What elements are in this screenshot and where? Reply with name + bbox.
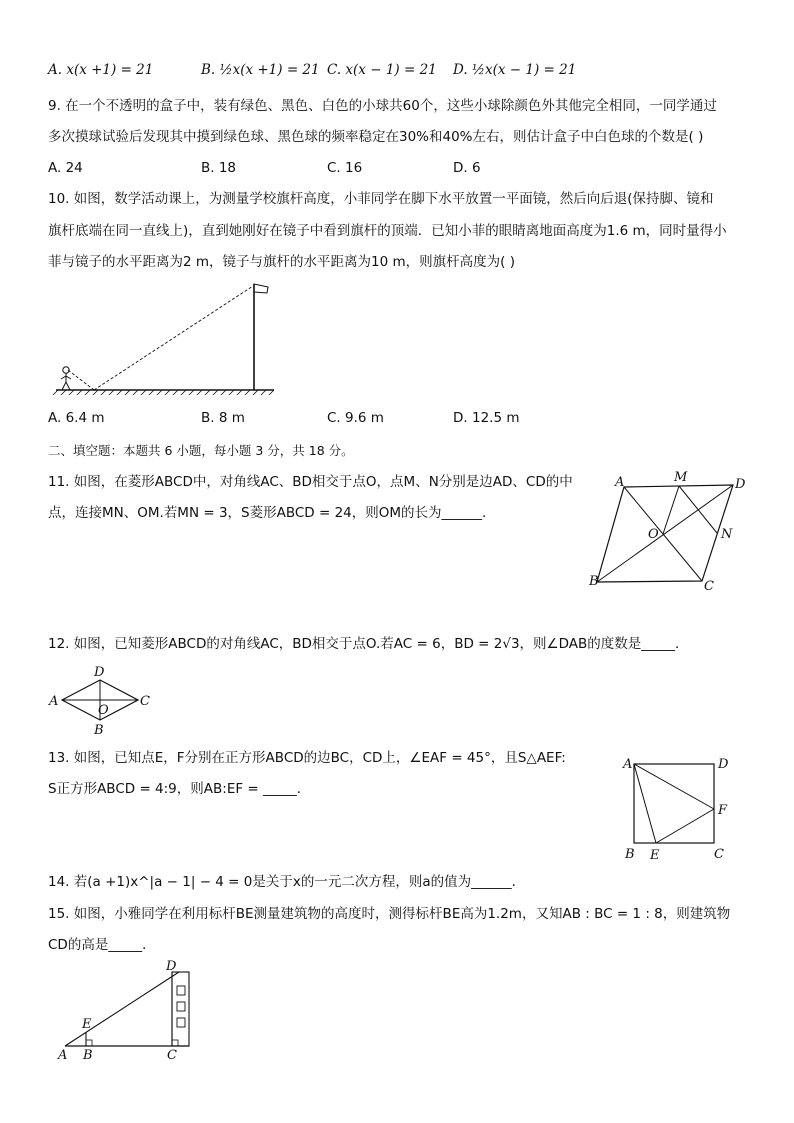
q10-text-line1: 10. 如图，数学活动课上，为测量学校旗杆高度，小菲同学在脚下水平放置一平面镜，然后向后退(保持脚、镜和 — [48, 191, 714, 207]
q10-option-d[interactable]: D. 12.5 m — [453, 410, 520, 426]
q13-label-b: B — [625, 847, 635, 862]
q15-label-a: A — [58, 1048, 68, 1063]
q15-text-line1: 15. 如图，小雅同学在利用标杆BE测量建筑物的高度时，测得标杆BE高为1.2m，又知AB : BC = 1 : 8，则建筑物 — [48, 906, 731, 922]
q15-label-d: D — [166, 959, 177, 974]
q13-text-line1: 13. 如图，已知点E，F分别在正方形ABCD的边BC，CD上，∠EAF = 45°，且S△AEF: — [48, 750, 566, 766]
q9-text-line1: 9. 在一个不透明的盒子中，装有绿色、黑色、白色的小球共60个，这些小球除颜色外其他完全相同，一同学通过 — [48, 98, 717, 114]
q11-label-d: D — [735, 477, 746, 492]
q12-label-b: B — [94, 723, 104, 738]
q9-option-a[interactable]: A. 24 — [48, 160, 83, 176]
q9-option-b[interactable]: B. 18 — [201, 160, 237, 176]
q9-text-line2: 多次摸球试验后发现其中摸到绿色球、黑色球的频率稳定在30%和40%左右，则估计盒子中白色球的个数是( ) — [48, 129, 704, 145]
q10-option-c[interactable]: C. 9.6 m — [327, 410, 384, 426]
q13-square-figure — [618, 752, 748, 864]
q12-label-o: O — [98, 703, 109, 718]
q13-label-a: A — [623, 757, 633, 772]
q10-text-line3: 菲与镜子的水平距离为2 m，镜子与旗杆的水平距离为10 m，则旗杆高度为( ) — [48, 254, 515, 270]
q11-text-line1: 11. 如图，在菱形ABCD中，对角线AC、BD相交于点O，点M、N分别是边AD、CD的中 — [48, 474, 573, 490]
q12-label-c: C — [140, 694, 150, 709]
q11-label-c: C — [704, 579, 714, 594]
q8-option-b[interactable]: B. ½x(x +1) = 21 — [201, 62, 320, 78]
q13-text-line2: S正方形ABCD = 4:9，则AB:EF = _____． — [48, 781, 311, 797]
q13-label-f: F — [718, 803, 728, 818]
q10-flagpole-figure — [48, 278, 288, 398]
q12-label-d: D — [94, 665, 105, 680]
q8-option-c[interactable]: C. x(x − 1) = 21 — [327, 62, 437, 78]
q10-option-b[interactable]: B. 8 m — [201, 410, 245, 426]
q11-label-b: B — [589, 574, 599, 589]
q13-label-c: C — [714, 847, 724, 862]
q12-label-a: A — [49, 694, 59, 709]
q15-building-figure — [55, 958, 205, 1066]
q15-label-b: B — [83, 1048, 93, 1063]
q15-label-c: C — [167, 1048, 177, 1063]
q15-text-line2: CD的高是_____． — [48, 937, 156, 953]
q10-text-line2: 旗杆底端在同一直线上)，直到她刚好在镜子中看到旗杆的顶端．已知小菲的眼睛离地面高度为1.6 m，同时量得小 — [48, 223, 727, 239]
q12-rhombus-figure — [46, 660, 156, 738]
q13-label-d: D — [718, 757, 729, 772]
q12-text-line1: 12. 如图，已知菱形ABCD的对角线AC，BD相交于点O.若AC = 6，BD = 2√3，则∠DAB的度数是_____． — [48, 636, 689, 652]
q9-option-d[interactable]: D. 6 — [453, 160, 481, 176]
q11-text-line2: 点，连接MN、OM.若MN = 3，S菱形ABCD = 24，则OM的长为______． — [48, 505, 496, 521]
q11-label-n: N — [721, 527, 733, 542]
q15-label-e: E — [82, 1017, 92, 1032]
q11-label-a: A — [615, 475, 625, 490]
q11-label-o: O — [648, 527, 659, 542]
q8-option-d[interactable]: D. ½x(x − 1) = 21 — [453, 62, 577, 78]
q8-option-a[interactable]: A. x(x +1) = 21 — [48, 62, 154, 78]
q11-label-m: M — [674, 470, 688, 485]
q9-option-c[interactable]: C. 16 — [327, 160, 363, 176]
q14-text-line1: 14. 若(a +1)x^|a − 1| − 4 = 0是关于x的一元二次方程，则a的值为______． — [48, 874, 526, 890]
q13-label-e: E — [650, 848, 660, 863]
q10-option-a[interactable]: A. 6.4 m — [48, 410, 105, 426]
section-heading: 二、填空题：本题共 6 小题，每小题 3 分，共 18 分。 — [48, 443, 354, 458]
q11-rhombus-figure — [585, 466, 755, 596]
